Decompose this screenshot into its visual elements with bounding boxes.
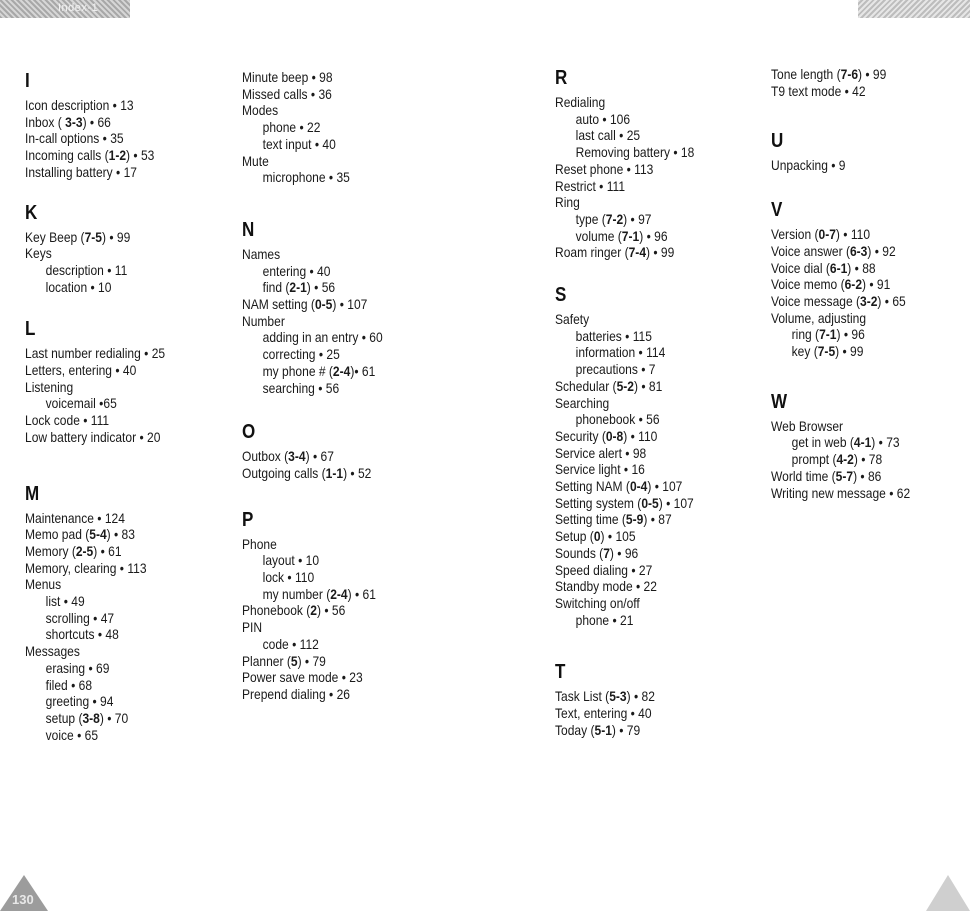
index-subentry: shortcuts • 48 xyxy=(45,626,119,643)
index-entry: Roam ringer (7-4) • 99 xyxy=(555,244,675,261)
index-entry: Switching on/off xyxy=(555,594,640,611)
section-letter-l: L xyxy=(25,318,36,341)
index-entry: Reset phone • 113 xyxy=(555,160,654,177)
section-letter-s: S xyxy=(555,284,567,307)
index-entry: Maintenance • 124 xyxy=(25,509,125,526)
index-entry: NAM setting (0-5) • 107 xyxy=(242,296,368,313)
index-entry: Last number redialing • 25 xyxy=(25,345,166,362)
index-entry: Outgoing calls (1-1) • 52 xyxy=(242,464,372,481)
index-subentry: batteries • 115 xyxy=(575,327,652,344)
index-subentry: my number (2-4) • 61 xyxy=(262,585,376,602)
index-subentry: prompt (4-2) • 78 xyxy=(791,451,883,468)
index-entry: Speed dialing • 27 xyxy=(555,561,653,578)
index-entry: Missed calls • 36 xyxy=(242,85,332,102)
index-entry: Listening xyxy=(25,378,74,395)
section-letter-u: U xyxy=(771,130,784,153)
index-subentry: scrolling • 47 xyxy=(45,609,115,626)
index-entry: Phonebook (2) • 56 xyxy=(242,602,346,619)
index-entry: Voice dial (6-1) • 88 xyxy=(771,259,876,276)
index-subentry: searching • 56 xyxy=(262,379,340,396)
section-letter-n: N xyxy=(242,218,255,241)
index-entry: Memory, clearing • 113 xyxy=(25,559,147,576)
index-entry: Menus xyxy=(25,576,62,593)
index-entry: Messages xyxy=(25,643,80,660)
index-subentry: location • 10 xyxy=(45,278,112,295)
index-entry: Security (0-8) • 110 xyxy=(555,427,658,444)
index-entry: Web Browser xyxy=(771,417,844,434)
index-entry: Standby mode • 22 xyxy=(555,578,657,595)
index-entry: Volume, adjusting xyxy=(771,309,867,326)
index-subentry: get in web (4-1) • 73 xyxy=(791,434,900,451)
index-entry: T9 text mode • 42 xyxy=(771,82,866,99)
section-letter-o: O xyxy=(242,421,256,444)
index-subentry: erasing • 69 xyxy=(45,659,110,676)
section-letter-i: I xyxy=(25,70,30,92)
page-corner-right xyxy=(926,875,970,911)
index-column-2 xyxy=(242,69,406,703)
index-entry: Today (5-1) • 79 xyxy=(555,721,641,738)
page-number: 130 xyxy=(12,892,34,907)
index-entry: Restrict • 111 xyxy=(555,177,626,194)
index-subentry: setup (3-8) • 70 xyxy=(45,709,129,726)
index-subentry: code • 112 xyxy=(262,635,319,652)
index-entry: Keys xyxy=(25,245,52,262)
index-subentry: Removing battery • 18 xyxy=(575,144,695,161)
index-entry: Lock code • 111 xyxy=(25,412,110,429)
header-tab xyxy=(0,0,130,18)
index-subentry: information • 114 xyxy=(575,344,666,361)
index-entry: Outbox (3-4) • 67 xyxy=(242,448,334,465)
header-pattern xyxy=(858,0,970,18)
index-column-4 xyxy=(771,66,933,501)
index-entry: Setup (0) • 105 xyxy=(555,528,636,545)
index-subentry: precautions • 7 xyxy=(575,361,656,378)
index-entry: Tone length (7-6) • 99 xyxy=(771,66,887,82)
index-entry: Voice memo (6-2) • 91 xyxy=(771,276,891,293)
section-letter-k: K xyxy=(25,201,38,224)
index-entry: Sounds (7) • 96 xyxy=(555,544,639,561)
index-entry: Voice message (3-2) • 65 xyxy=(771,292,906,309)
index-entry: Setting system (0-5) • 107 xyxy=(555,494,694,511)
index-entry: Unpacking • 9 xyxy=(771,157,846,174)
index-column-3 xyxy=(555,66,717,739)
section-letter-t: T xyxy=(555,661,566,684)
index-entry: Phone xyxy=(242,535,277,552)
index-entry: World time (5-7) • 86 xyxy=(771,467,882,484)
index-subentry: key (7-5) • 99 xyxy=(791,343,864,360)
index-entry: Setting time (5-9) • 87 xyxy=(555,511,672,528)
index-subentry: phonebook • 56 xyxy=(575,411,660,428)
index-subentry: adding in an entry • 60 xyxy=(262,329,383,346)
index-entry: Inbox ( 3-3) • 66 xyxy=(25,113,111,130)
index-entry: Searching xyxy=(555,394,610,411)
index-subentry: entering • 40 xyxy=(262,262,331,279)
index-subentry: text input • 40 xyxy=(262,135,336,152)
index-subentry: greeting • 94 xyxy=(45,693,114,710)
index-entry: Prepend dialing • 26 xyxy=(242,685,350,702)
index-entry: Installing battery • 17 xyxy=(25,163,137,180)
index-subentry: ring (7-1) • 96 xyxy=(791,326,865,343)
index-entry: Setting NAM (0-4) • 107 xyxy=(555,478,683,495)
index-entry: Memo pad (5-4) • 83 xyxy=(25,526,135,543)
index-subentry: volume (7-1) • 96 xyxy=(575,227,668,244)
index-entry: Number xyxy=(242,312,285,329)
index-entry: Key Beep (7-5) • 99 xyxy=(25,228,131,245)
header-label: Index-1 xyxy=(58,2,99,14)
section-letter-m: M xyxy=(25,482,40,505)
index-entry: Mute xyxy=(242,152,269,169)
index-subentry: filed • 68 xyxy=(45,676,93,693)
index-entry: Service light • 16 xyxy=(555,461,645,478)
section-letter-p: P xyxy=(242,508,254,531)
index-entry: Ring xyxy=(555,194,580,211)
index-subentry: type (7-2) • 97 xyxy=(575,210,652,227)
index-entry: Task List (5-3) • 82 xyxy=(555,688,655,705)
index-entry: Service alert • 98 xyxy=(555,444,647,461)
index-subentry: list • 49 xyxy=(45,593,85,610)
index-subentry: last call • 25 xyxy=(575,127,641,144)
section-letter-v: V xyxy=(771,199,783,222)
index-entry: Planner (5) • 79 xyxy=(242,652,326,669)
index-subentry: phone • 21 xyxy=(575,611,634,628)
index-entry: Version (0-7) • 110 xyxy=(771,226,871,243)
index-entry: Icon description • 13 xyxy=(25,97,134,113)
index-subentry: find (2-1) • 56 xyxy=(262,279,336,296)
index-subentry: layout • 10 xyxy=(262,552,320,569)
index-subentry: my phone # (2-4)• 61 xyxy=(262,362,376,379)
index-subentry: description • 11 xyxy=(45,261,128,278)
index-entry: Minute beep • 98 xyxy=(242,69,333,85)
index-entry: Schedular (5-2) • 81 xyxy=(555,377,663,394)
section-letter-w: W xyxy=(771,390,788,413)
index-subentry: phone • 22 xyxy=(262,119,321,136)
index-entry: Low battery indicator • 20 xyxy=(25,428,161,445)
index-entry: Names xyxy=(242,245,281,262)
index-entry: Redialing xyxy=(555,94,606,110)
index-entry: Safety xyxy=(555,311,590,328)
section-letter-r: R xyxy=(555,67,568,89)
index-entry: Power save mode • 23 xyxy=(242,669,363,686)
index-entry: Memory (2-5) • 61 xyxy=(25,542,122,559)
index-entry: Voice answer (6-3) • 92 xyxy=(771,242,896,259)
index-entry: In-call options • 35 xyxy=(25,130,124,147)
index-subentry: correcting • 25 xyxy=(262,346,340,363)
index-subentry: voice • 65 xyxy=(45,726,99,743)
index-entry: Writing new message • 62 xyxy=(771,484,911,501)
index-subentry: auto • 106 xyxy=(575,110,631,127)
index-entry: Letters, entering • 40 xyxy=(25,362,137,379)
index-entry: Incoming calls (1-2) • 53 xyxy=(25,147,155,164)
index-entry: PIN xyxy=(242,619,263,636)
index-subentry: voicemail •65 xyxy=(45,395,117,412)
index-subentry: microphone • 35 xyxy=(262,169,350,186)
index-column-1 xyxy=(25,69,188,743)
index-entry: Modes xyxy=(242,102,279,119)
index-entry: Text, entering • 40 xyxy=(555,705,652,722)
index-subentry: lock • 110 xyxy=(262,569,315,586)
